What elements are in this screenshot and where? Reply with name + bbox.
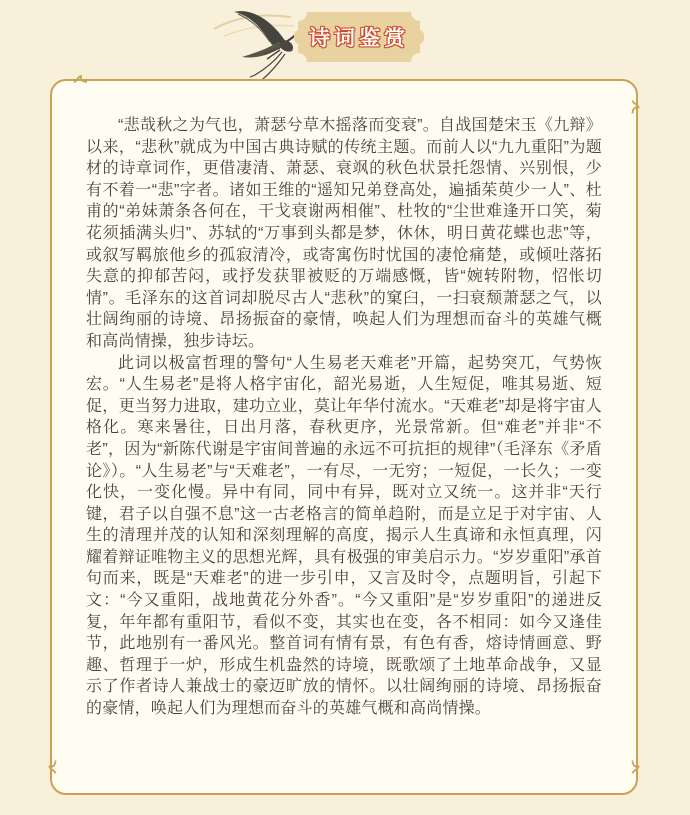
plaque-corner-notch (411, 3, 429, 21)
corner-flourish-icon (631, 101, 640, 115)
corner-flourish-icon (49, 760, 58, 774)
plaque-corner-notch (289, 53, 307, 71)
plaque-side-tab (294, 30, 304, 44)
plaque-side-tab (414, 30, 424, 44)
title-plaque (298, 12, 420, 62)
appreciation-article (86, 115, 602, 720)
article-paragraph-2: 此词以极富哲理的警句“人生易老天难老”开篇，起势突兀，气势恢宏。“人生易老”是将人格宇宙化，韶光易逝，人生短促，唯其易逝、短促，更当努力进取，建功立业，莫让年华付流水。“天难老”却是将宇宙人格化。寒来暑往，日出月落，春秋更序，光景常新。但“难老”并非“不老”，因为“新陈代谢是宇宙间普遍的永远不可抗拒的规律”（毛泽东《矛盾论》）。“人生易老”与“天难老”，一有尽，一无穷；一短促，一长久；一变化快，一变化慢。异中有同，同中有异，既对立又统一。这并非“天行键，君子以自强不息”这一古老格言的简单趋附，而是立足于对宇宙、人生的清理并茂的认知和深刻理解的高度，揭示人生真谛和永恒真理，闪耀着辩证唯物主义的思想光辉，具有极强的审美启示力。“岁岁重阳”承首句而来，既是“天难老”的进一步引申，又言及时令，点题明旨，引起下文：“今又重阳，战地黄花分外香”。“今又重阳”是“岁岁重阳”的递进反复，年年都有重阳节，看似不变，其实也在变，各不相同：如今又逢佳节，此地别有一番风光。整首词有情有景，有色有香，熔诗情画意、野趣、哲理于一炉，形成生机盎然的诗境，既歌颂了土地革命战争，又显示了作者诗人兼战士的豪迈旷放的情怀。以壮阔绚丽的诗境、昂扬振奋的豪情，唤起人们为理想而奋斗的英雄气概和高尚情操。 (86, 354, 602, 718)
article-panel (50, 79, 638, 795)
article-paragraph-1: “悲哉秋之为气也，萧瑟兮草木摇落而变衰”。自战国楚宋玉《九辩》以来，“悲秋”就成为中国古典诗赋的传统主题。而前人以“九九重阳”为题材的诗章词作，更借凄清、萧瑟、衰飒的秋色状景托怨情、兴别恨，少有不着一“悲”字者。诸如王维的“遥知兄弟登高处，遍插茱萸少一人”、杜甫的“弟妹萧条各何在，干戈衰谢两相催”、杜牧的“尘世难逢开口笑，菊花须插满头归”、苏轼的“万事到头都是梦，休休，明日黄花蝶也悲”等，或叙写羁旅他乡的孤寂清冷，或寄寓伤时忧国的凄怆痛楚，或倾吐落拓失意的抑郁苦闷，或抒发获罪被贬的万端感慨，皆“婉转附物，怊怅切情”。毛泽东的这首词却脱尽古人“悲秋”的窠臼，一扫衰颓萧瑟之气，以壮阔绚丽的诗境、昂扬振奋的豪情，唤起人们为理想而奋斗的英雄气概和高尚情操，独步诗坛。 (86, 117, 602, 350)
corner-flourish-icon (631, 760, 640, 774)
plaque-corner-notch (411, 53, 429, 71)
corner-flourish-icon (74, 75, 88, 84)
page-title: 诗词鉴赏 (309, 27, 409, 50)
page-header (0, 0, 690, 80)
plaque-corner-notch (289, 3, 307, 21)
